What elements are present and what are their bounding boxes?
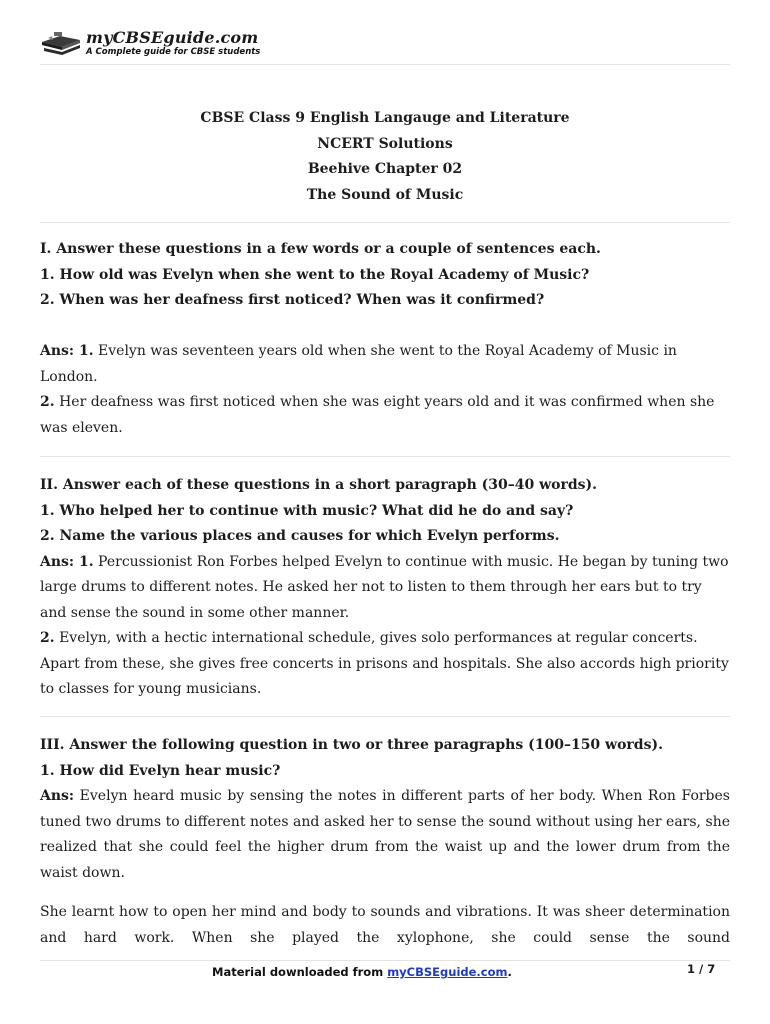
title-line-2: NCERT Solutions <box>317 135 453 152</box>
title-line-1: CBSE Class 9 English Langauge and Literature <box>200 110 570 126</box>
answer-label: 2. <box>40 630 55 646</box>
answer-text: Her deafness was first noticed when she was eight years old and it was confirmed when she was eleven. <box>40 394 715 436</box>
section-2-question-1: 1. Who helped her to continue with music? What did he do and say? <box>40 502 574 519</box>
answer-label: 2. <box>40 394 55 410</box>
answer-label: Ans: 1. <box>40 343 94 359</box>
page-header <box>40 28 730 62</box>
footer-period: . <box>507 965 512 979</box>
title-line-3: Beehive Chapter 02 <box>307 161 463 177</box>
logo-subtitle: A Complete guide for CBSE students <box>86 47 261 57</box>
answer-text: Percussionist Ron Forbes helped Evelyn to continue with music. He began by tuning two large drums to different notes. He asked her not to listen to them through her ears but to try and sense the sound in some other manner. <box>40 553 729 621</box>
section-1-answer-2 <box>40 390 730 441</box>
header-divider <box>40 64 730 65</box>
footer-text <box>212 965 512 979</box>
section-3-question-1: 1. How did Evelyn hear music? <box>40 762 281 779</box>
section-1-question-1: 1. How old was Evelyn when she went to the Royal Academy of Music? <box>40 266 590 283</box>
section-2-answer-1 <box>40 550 730 627</box>
section-1-question-2: 2. When was her deafness first noticed? When was it confirmed? <box>40 292 545 308</box>
logo-title: myCBSEguide.com <box>86 28 259 47</box>
answer-label: Ans: <box>40 788 75 804</box>
answer-text: Evelyn was seventeen years old when she went to the Royal Academy of Music in London. <box>40 343 677 385</box>
section-1-answer-1 <box>40 339 730 390</box>
section-1-divider <box>40 456 730 457</box>
section-2-answer-2 <box>40 626 730 703</box>
page-number: 1 / 7 <box>687 962 716 976</box>
section-2-question-2: 2. Name the various places and causes for which Evelyn performs. <box>40 528 560 544</box>
footer-label: Material downloaded from <box>212 965 388 979</box>
section-3-answer-1 <box>40 784 730 886</box>
section-1 <box>40 237 730 441</box>
section-3-answer-2: She learnt how to open her mind and body to sounds and vibrations. It was sheer determination and hard work. When she played the xylophone, she could sense the sound <box>40 904 730 946</box>
section-3-heading: III. Answer the following question in two or three paragraphs (100–150 words). <box>40 737 663 753</box>
title-divider <box>40 222 730 223</box>
title-line-4: The Sound of Music <box>306 186 464 203</box>
section-2-divider <box>40 716 730 717</box>
footer-divider <box>40 960 730 961</box>
answer-label: Ans: 1. <box>40 553 94 570</box>
section-3 <box>40 733 730 951</box>
document-title <box>0 106 770 208</box>
section-2 <box>40 473 730 703</box>
answer-text: Evelyn heard music by sensing the notes in different parts of her body. When Ron Forbes tuned two drums to different notes and asked her to sense the sound without using her ears, she realized that she could feel the higher drum from the waist up and the lower drum from the waist down. <box>40 788 730 881</box>
book-stack-logo-icon <box>40 30 82 58</box>
footer-site-link[interactable]: myCBSEguide.com <box>387 965 508 979</box>
section-1-heading: I. Answer these questions in a few words or a couple of sentences each. <box>40 241 601 257</box>
section-2-heading: II. Answer each of these questions in a short paragraph (30–40 words). <box>40 477 598 493</box>
answer-text: Evelyn, with a hectic international schedule, gives solo performances at regular concerts. Apart from these, she gives free concerts in prisons and hospitals. She also accords high priority to classes for young musicians. <box>40 630 729 697</box>
